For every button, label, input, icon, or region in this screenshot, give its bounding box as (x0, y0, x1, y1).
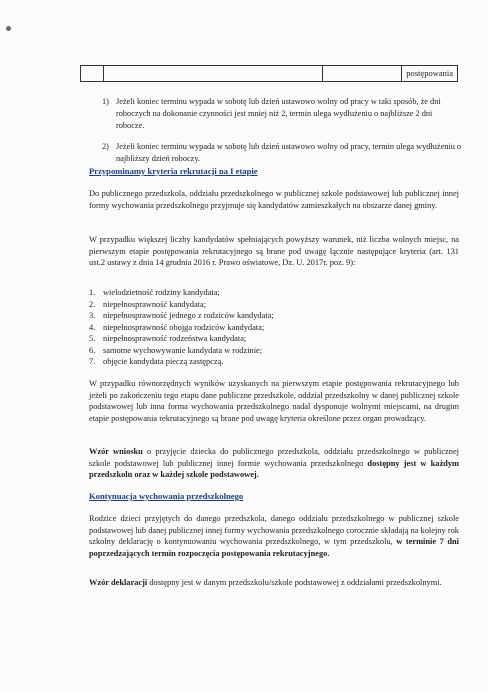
footnote (102, 96, 462, 132)
list-number: 1. (89, 288, 96, 297)
table-cell-last: postępowania (402, 66, 458, 82)
list-item (89, 345, 449, 357)
text: Rodzice dzieci przyjętych do danego przedszkola, danego oddziału przedszkolnego w publicznej szkole podstawowej lub danej publicznej innej formy wychowania przedszkolnego corocznie składają na kolejny rok szkolny deklarację o kontynuowaniu wychowania przedszkolnego, w tym przedszkolu, (89, 514, 459, 546)
list-text: niepełnosprawność kandydata; (103, 299, 207, 309)
text: dostępny jest w danym przedszkolu/szkole podstawowej z oddziałami przedszkolnymi. (147, 578, 442, 587)
section-heading-criteria: Przypominamy kryteria rekrutacji na I etapie (89, 166, 258, 176)
bold-text: dostępny jest w każdym przedszkolu oraz w każdej szkole podstawowej. (89, 458, 460, 479)
paragraph-criteria-intro: W przypadku większej liczby kandydatów spełniających powyższy warunek, niż liczba wolnych miejsc, na pierwszym etapie postępowania rekrutacyjnego są brane pod uwagę łącznie następujące kryteria (art. 131 ust.2 ustawy z dnia 14 grudnia 2016 r. Prawo oświatowe, Dz. U. 2017r. poz. 9): (89, 235, 459, 267)
bold-text: w terminie 7 dni poprzedzających termin rozpoczęcia postępowania rekrutacyjnego. (89, 537, 459, 558)
section-heading-continuation: Kontynuacja wychowania przedszkolnego (89, 491, 244, 501)
list-number: 4. (89, 322, 96, 332)
footnote-number: 2) (102, 142, 109, 151)
text: o przyjęcie dziecka do publicznego przedszkola, oddziału przedszkolnego w publicznej szkole podstawowej lub publicznej innej formie wychowania przedszkolnego (89, 447, 459, 468)
list-number: 5. (89, 334, 96, 343)
footnote-text: Jeżeli koniec terminu wypada w sobotę lub dzień ustawowo wolny od pracy, termin ulega wydłużeniu o najbliższy dzień roboczy. (116, 142, 462, 163)
list-item (89, 310, 449, 322)
list-text: samotne wychowywanie kandydata w rodzinie; (103, 345, 263, 355)
list-number: 2. (89, 299, 96, 309)
list-text: niepełnosprawność jednego z rodziców kandydata; (103, 311, 274, 320)
paragraph-declaration-form (89, 577, 459, 589)
scan-mark (6, 26, 11, 31)
bold-text: Wzór deklaracji (89, 578, 148, 587)
table-cell (323, 66, 402, 82)
footnote (102, 141, 462, 165)
list-item (89, 333, 449, 345)
list-number: 3. (89, 311, 96, 320)
table-row (81, 66, 458, 82)
list-item (89, 356, 449, 368)
list-number: 7. (89, 357, 96, 366)
list-item (89, 299, 449, 311)
table-cell (81, 66, 104, 82)
list-text: objęcie kandydata pieczą zastępczą. (103, 357, 224, 366)
list-number: 6. (89, 345, 96, 355)
list-text: wielodzietność rodziny kandydata; (103, 288, 220, 297)
schedule-table-fragment (80, 65, 458, 82)
footnotes (102, 96, 462, 174)
paragraph-second-stage: W przypadku równorzędnych wyników uzyskanych na pierwszym etapie postępowania rekrutacyjnego lub jeżeli po zakończeniu tego etapu dane publiczne przedszkole, oddział przedszkolny w danej publicznej szkole podstawowej lub inna forma wychowania przedszkolnego nadal dysponuje wolnymi miejscami, na drugim etapie postępowania rekrutacyjnego są brane pod uwagę kryteria określone przez organ prowadzący. (89, 379, 459, 423)
paragraph-application-form (89, 446, 459, 481)
list-text: niepełnosprawność rodzeństwa kandydata; (103, 334, 247, 343)
table-cell (104, 66, 323, 82)
footnote-number: 1) (102, 97, 109, 106)
list-item (89, 322, 449, 334)
bold-text: Wzór wniosku (89, 447, 143, 456)
list-text: niepełnosprawność obojga rodziców kandydata; (103, 322, 265, 332)
paragraph-residence: Do publicznego przedszkola, oddziału przedszkolnego w publicznej szkole podstawowej lub publicznej innej formy wychowania przedszkolnego przyjmuje się kandydatów zamieszkałych na obszarze danej gminy. (89, 189, 459, 210)
paragraph-continuation (89, 513, 459, 559)
list-item (89, 287, 449, 299)
footnote-text: Jeżeli koniec terminu wypada w sobotę lub dzień ustawowo wolny od pracy w taki sposób, że dni roboczych na dokonanie czynności jest mniej niż 2, termin ulega wydłużeniu o najbliższe 2 dni robocze. (116, 97, 441, 130)
criteria-list (89, 287, 449, 368)
